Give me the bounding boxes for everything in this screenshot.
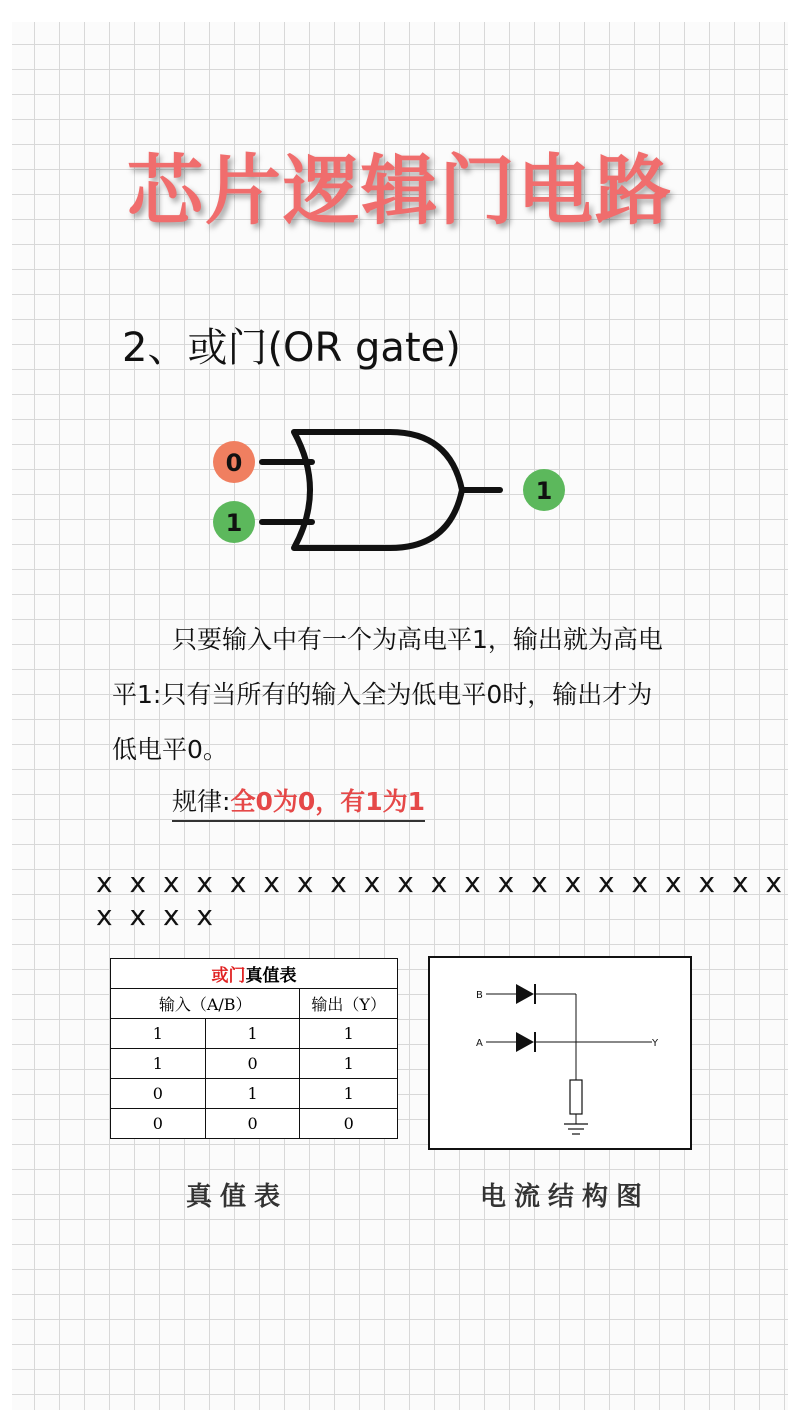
paragraph-line-1: 只要输入中有一个为高电平1，输出就为高电 (172, 625, 663, 654)
resistor-icon (570, 1080, 582, 1114)
truth-table-title (111, 959, 398, 989)
cell-y: 0 (300, 1109, 398, 1139)
cell-b: 0 (205, 1049, 300, 1079)
diode-a-icon (516, 1032, 534, 1052)
cell-a: 0 (111, 1079, 206, 1109)
input-b-value: 1 (225, 509, 243, 537)
circuit-label-y: Y (652, 1038, 659, 1049)
paragraph-line-2: 平1:只有当所有的输入全为低电平0时，输出才为 (112, 680, 653, 709)
cell-y: 1 (300, 1019, 398, 1049)
or-gate-symbol-icon (294, 432, 462, 548)
page-title: 芯片逻辑门电路 (127, 146, 673, 235)
table-row (111, 1019, 398, 1049)
explanation-paragraph (112, 612, 688, 777)
table-row (111, 1049, 398, 1079)
cell-a: 0 (111, 1109, 206, 1139)
diode-or-circuit-diagram (430, 958, 690, 1148)
cell-y: 1 (300, 1079, 398, 1109)
section-heading: 2、或门(OR gate) (122, 325, 461, 371)
circuit-label-a: A (476, 1038, 483, 1049)
circuit-diagram-box (428, 956, 692, 1150)
cell-y: 1 (300, 1049, 398, 1079)
rule-text: 全0为0，有1为1 (230, 787, 426, 816)
cell-a: 1 (111, 1049, 206, 1079)
truth-table (110, 958, 398, 1139)
circuit-label-b: B (476, 990, 483, 1001)
rule-summary (172, 782, 425, 822)
table-row (111, 1079, 398, 1109)
decorative-divider: x x x x x x x x x x x x x x x x x x x x x x x x x (96, 866, 786, 932)
diode-b-icon (516, 984, 534, 1004)
or-gate-diagram (200, 420, 580, 560)
input-a-value: 0 (225, 449, 243, 477)
output-value: 1 (535, 477, 553, 505)
cell-a: 1 (111, 1019, 206, 1049)
cell-b: 1 (205, 1019, 300, 1049)
table-row (111, 1109, 398, 1139)
paragraph-line-3: 低电平0。 (112, 735, 228, 764)
header-output: 输出（Y） (300, 989, 398, 1019)
truth-table-title-rest: 真值表 (245, 966, 297, 986)
truth-table-title-red: 或门 (211, 966, 246, 986)
header-input: 输入（A/B） (111, 989, 300, 1019)
rule-label: 规律: (172, 787, 231, 816)
cell-b: 0 (205, 1109, 300, 1139)
cell-b: 1 (205, 1079, 300, 1109)
circuit-caption: 电流结构图 (480, 1182, 651, 1212)
truth-table-caption: 真值表 (186, 1182, 289, 1212)
ground-icon (564, 1124, 588, 1134)
